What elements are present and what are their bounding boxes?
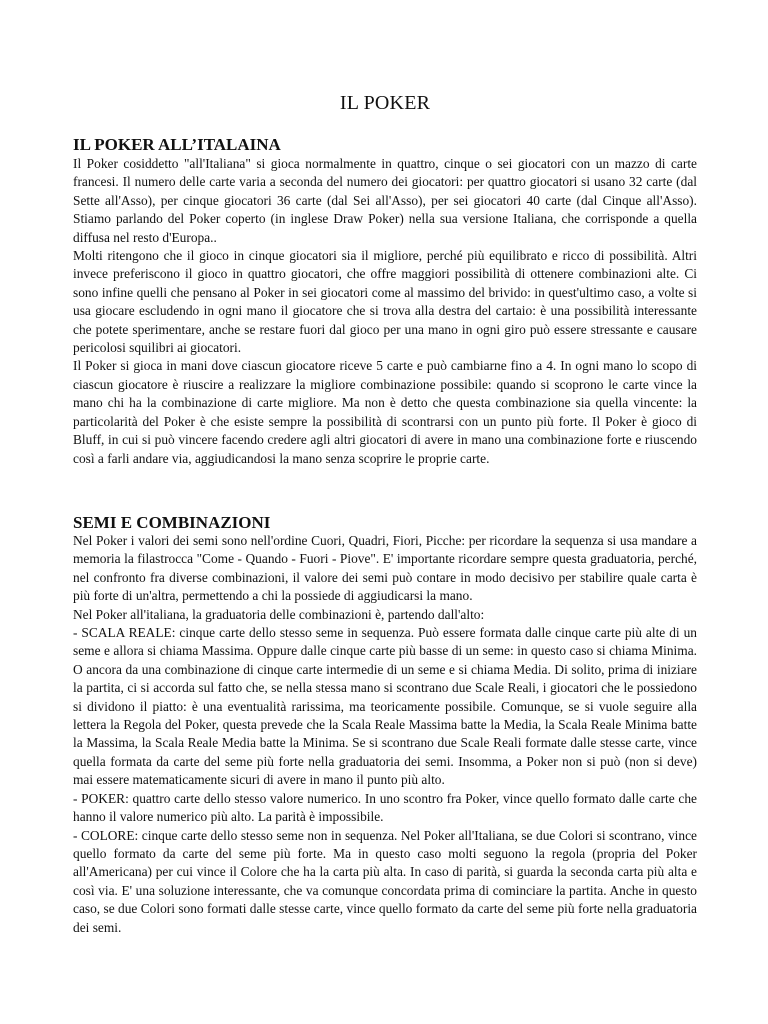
paragraph: Nel Poker i valori dei semi sono nell'ordine Cuori, Quadri, Fiori, Picche: per ricordare la sequenza si usa mandare a memoria la filastrocca "Come - Quando - Fuori - Piove". E' importante ricordare sempre questa graduatoria, perché, nel confronto fra diverse combinazioni, il valore dei semi può contare in modo decisivo per stabilire quale carta è più forte di un'altra, permettendo a chi la possiede di aggiudicarsi la mano.	[73, 533, 697, 604]
paragraph: Il Poker cosiddetto "all'Italiana" si gioca normalmente in quattro, cinque o sei giocatori con un mazzo di carte francesi. Il numero delle carte varia a seconda del numero dei giocatori: per quattro giocatori si usano 32 carte (dal Sette all'Asso), per cinque giocatori 36 carte (dal Sei all'Asso), per sei giocatori 40 carte (dal Cinque all'Asso). Stiamo parlando del Poker coperto (in inglese Draw Poker) nella sua versione Italiana, che corrisponde a quella diffusa nel resto d'Europa..	[73, 156, 697, 245]
section-body-poker-italiana	[73, 155, 697, 468]
section-heading-semi-combinazioni: SEMI E COMBINAZIONI	[73, 513, 271, 532]
paragraph: Molti ritengono che il gioco in cinque giocatori sia il migliore, perché più equilibrato e ricco di possibilità. Altri invece preferiscono il gioco in quattro giocatori, che offre maggiori possibilità di ottenere combinazioni alte. Ci sono infine quelli che pensano al Poker in sei giocatori come al massimo del brivido: in quest'ultimo caso, a volte si usa giocare escludendo in ogni mano il giocatore che si trova alla destra del cartaio: è una possibilità interessante che potete sperimentare, anche se restare fuori dal gioco per una mano in ogni giro può essere stressante e causare pericolosi squilibri ai giocatori.	[73, 248, 697, 356]
section-heading-poker-italiana: IL POKER ALL’ITALAINA	[73, 135, 281, 154]
section-body-semi-combinazioni	[73, 532, 697, 937]
paragraph: - POKER: quattro carte dello stesso valore numerico. In uno scontro fra Poker, vince quello formato dalle carte che hanno il valore numerico più alto. La parità è impossibile.	[73, 790, 697, 825]
paragraph: - COLORE: cinque carte dello stesso seme non in sequenza. Nel Poker all'Italiana, se due Colori si scontrano, vince quello formato da carte del seme più forte. Ma in questo caso molti seguono la regola (propria del Poker all'Americana) per cui vince il Colore che ha la carta più alta. In caso di parità, si guarda la seconda carta più alta e così via. E' una soluzione interessante, che va comunque concordata prima di cominciare la partita. Anche in questo caso, se due Colori sono formati dalle stesse carte, vince quello formato da carte del seme più forte nella graduatoria dei semi.	[73, 827, 697, 935]
paragraph: Il Poker si gioca in mani dove ciascun giocatore riceve 5 carte e può cambiarne fino a 4. In ogni mano lo scopo di ciascun giocatore è riuscire a realizzare la migliore combinazione possibile: quando si scoprono le carte vince la mano chi ha la combinazione di carte migliore. Ma non è detto che questa combinazione sia quella vincente: la particolarità del Poker è che esiste sempre la possibilità di scontrarsi con un punto più forte. Il Poker è gioco di Bluff, in cui si può vincere facendo credere agli altri giocatori di avere in mano una combinazione forte e riuscendo così a farli andare via, aggiudicandosi la mano senza scoprire le proprie carte.	[73, 358, 697, 466]
paragraph: Nel Poker all'italiana, la graduatoria delle combinazioni è, partendo dall'alto:	[73, 606, 485, 622]
document-title: IL POKER	[339, 92, 431, 114]
paragraph: - SCALA REALE: cinque carte dello stesso seme in sequenza. Può essere formata dalle cinque carte più alte di un seme e allora si chiama Massima. Oppure dalle cinque carte più basse di un seme: in questo caso si chiama Minima. O ancora da una combinazione di cinque carte intermedie di un seme e si chiama Media. Di solito, prima di iniziare la partita, ci si accorda sul fatto che, se nella stessa mano si scontrano due Scale Reali, i giocatori che le possiedono si dividono il piatto: è una eventualità rarissima, ma teoricamente possibile. Comunque, se si vuole seguire alla lettera la Regola del Poker, questa prevede che la Scala Reale Massima batte la Media, la Scala Reale Minima batte la Massima, la Scala Reale Media batte la Minima. Se si scontrano due Scale Reali formate dalle stesse carte, vince quella formata da carte del seme più forte nella graduatoria dei semi. Insomma, a Poker non si può (non si deve) mai essere matematicamente sicuri di avere in mano il punto più alto.	[73, 625, 697, 788]
